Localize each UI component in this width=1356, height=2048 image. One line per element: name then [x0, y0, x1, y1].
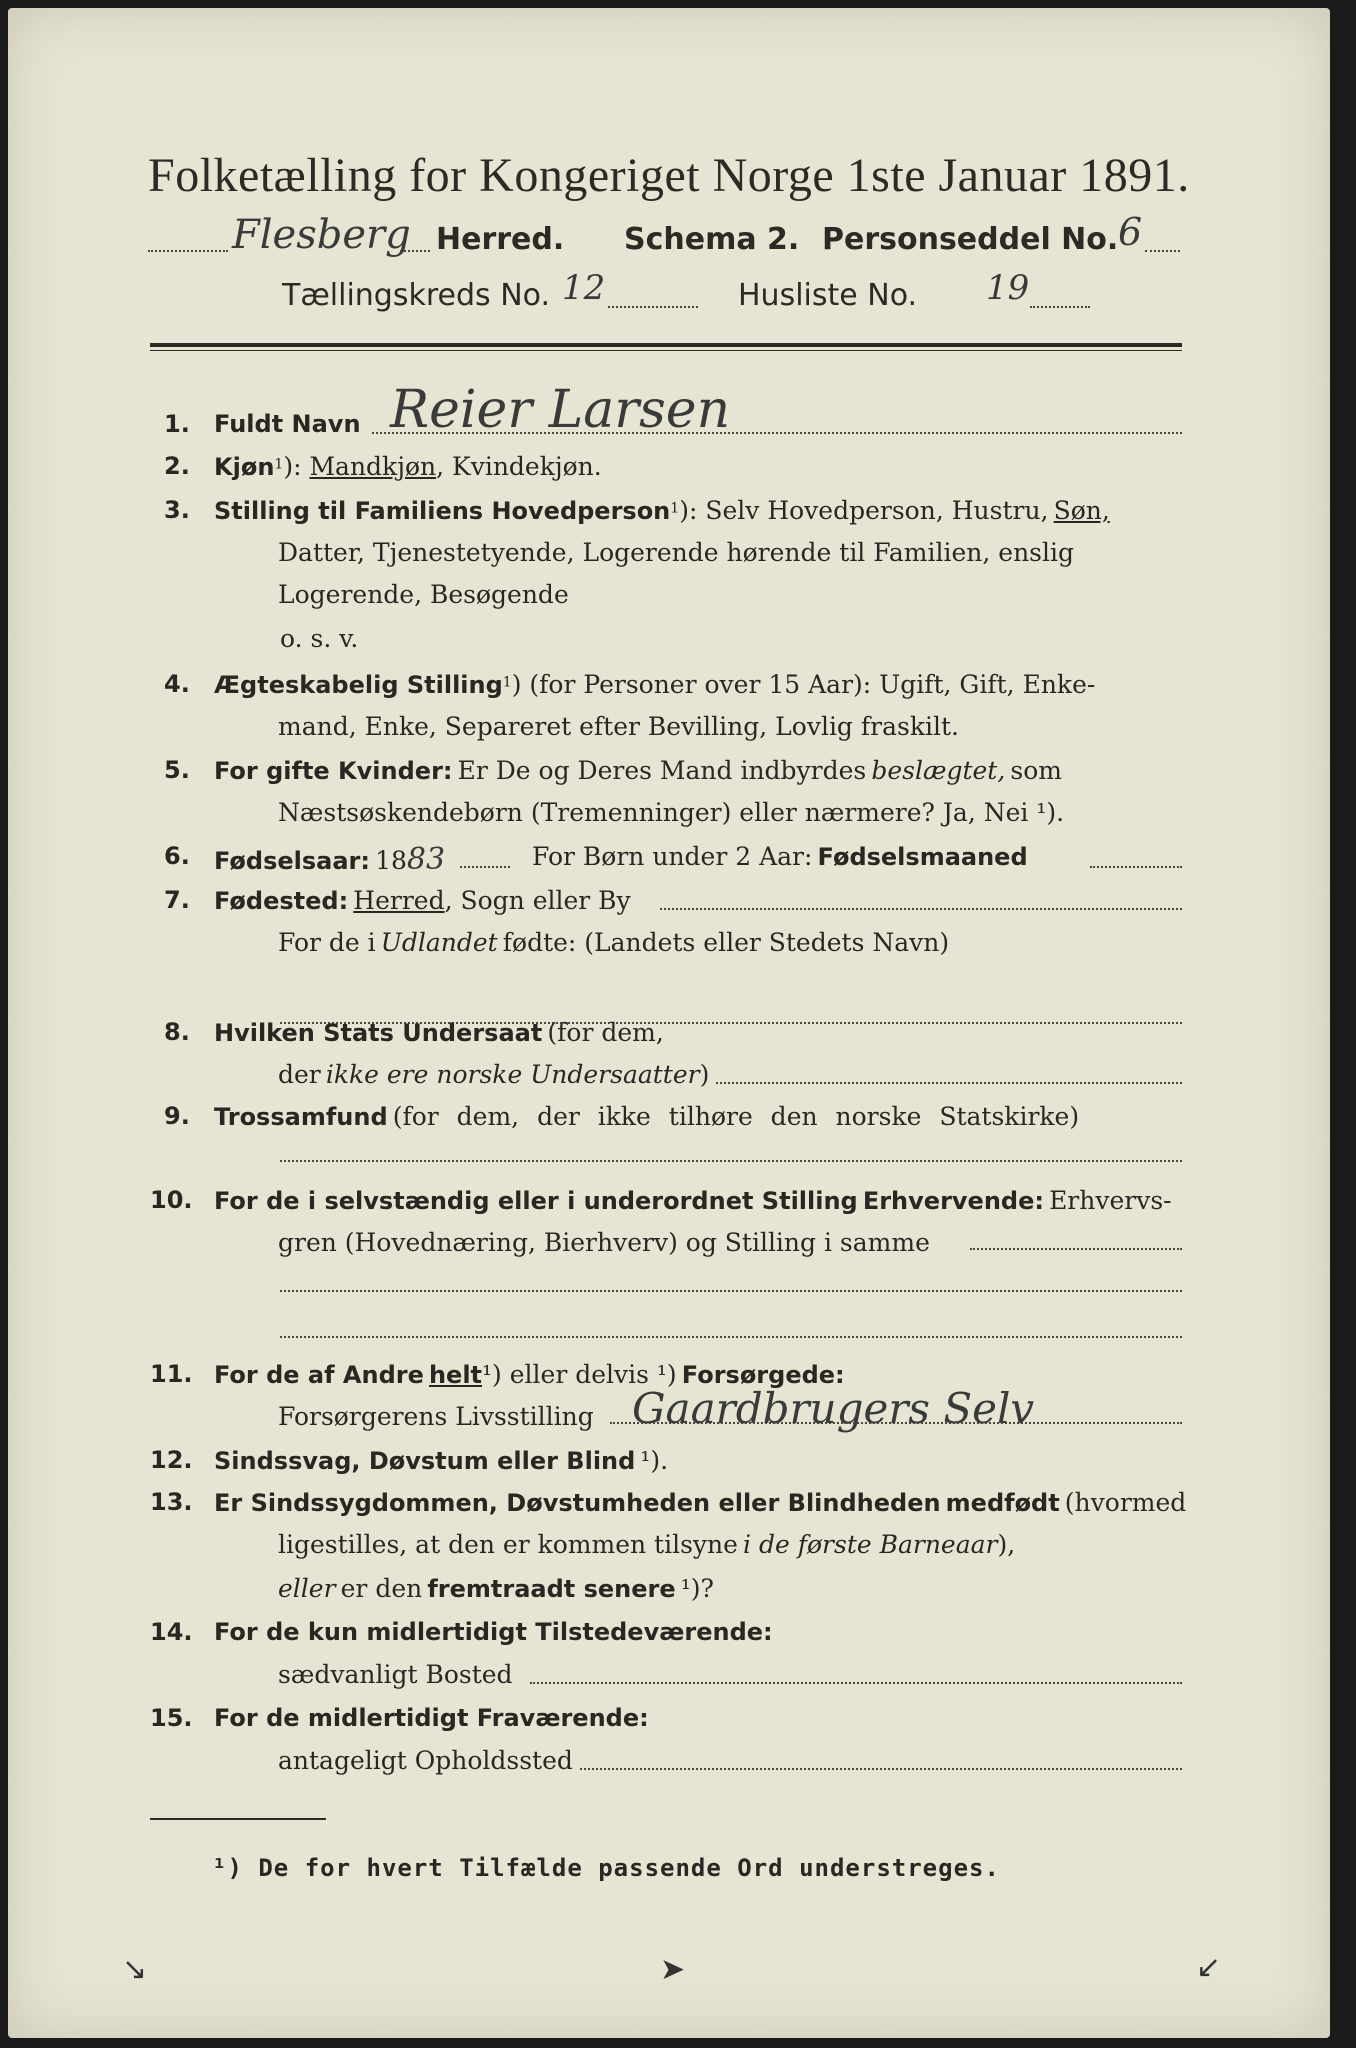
field-number: 2.	[164, 452, 190, 480]
herred-label: Herred.	[436, 222, 565, 257]
trossamfund-row: Trossamfund (for dem, der ikke tilhøre den norske Statskirke)	[214, 1102, 1080, 1131]
field-number: 6.	[164, 842, 190, 870]
field-number: 11.	[150, 1360, 193, 1388]
stilling-line2: Datter, Tjenestetyende, Logerende hørende til Familien, enslig	[278, 538, 1075, 567]
kjon-row: Kjøn$^1$): Mandkjøn, Kvindekjøn.	[214, 452, 602, 481]
dotted-line	[580, 1768, 1182, 1770]
field-number: 10.	[150, 1186, 193, 1214]
forsorgede-row: For de af Andre helt¹) eller delvis ¹) Forsørgede:	[214, 1360, 845, 1389]
dotted-line	[530, 1682, 1182, 1684]
fodselsaar-row: Fødselsaar: 1883	[214, 842, 446, 877]
fodested-row: Fødested: Herred, Sogn eller By	[214, 886, 631, 915]
forsorger-label: Forsørgerens Livsstilling	[278, 1402, 594, 1431]
taellingskreds-value: 12	[562, 268, 606, 308]
undersaat-line2: der ikke ere norske Undersaatter)	[278, 1060, 710, 1089]
dotted-line	[280, 1160, 1182, 1162]
field-number: 8.	[164, 1018, 190, 1046]
aegteskab-row: Ægteskabelig Stilling$^1$) (for Personer over 15 Aar): Ugift, Gift, Enke-	[214, 670, 1096, 699]
stilling-line4: o. s. v.	[280, 624, 359, 653]
dotted-line	[1145, 250, 1180, 252]
field-number: 3.	[164, 496, 190, 524]
field-number: 7.	[164, 886, 190, 914]
footnote-rule	[150, 1818, 326, 1820]
dotted-line	[608, 306, 698, 308]
husliste-value: 19	[986, 268, 1030, 308]
margin-mark-icon: ➤	[660, 1952, 686, 1987]
bosted-label: sædvanligt Bosted	[278, 1660, 513, 1689]
sindssygdom-row: Er Sindssygdommen, Døvstumheden eller Blindheden medfødt (hvormed	[214, 1488, 1187, 1517]
dotted-line	[372, 432, 1182, 434]
personseddel-value: 6	[1118, 210, 1143, 254]
dotted-line	[610, 1422, 1182, 1424]
sindssvag-row: Sindssvag, Døvstum eller Blind ¹).	[214, 1446, 669, 1475]
margin-mark-icon: ↘	[122, 1952, 148, 1987]
footnote: ¹) De for hvert Tilfælde passende Ord understreges.	[212, 1854, 1000, 1882]
erhverv-row: For de i selvstændig eller i underordnet Stilling Erhvervende: Erhvervs-	[214, 1186, 1172, 1215]
fuldt-navn-value: Reier Larsen	[390, 380, 731, 440]
dotted-line	[716, 1082, 1182, 1084]
udlandet-row: For de i Udlandet fødte: (Landets eller Stedets Navn)	[278, 928, 950, 957]
husliste-label: Husliste No.	[738, 278, 918, 313]
dotted-line	[148, 250, 228, 252]
dotted-line	[970, 1248, 1182, 1250]
field-number: 4.	[164, 670, 190, 698]
fuldt-navn-label: Fuldt Navn	[214, 410, 361, 438]
dotted-line	[1030, 306, 1090, 308]
sindssygdom-line2: ligestilles, at den er kommen tilsyne i de første Barneaar),	[278, 1530, 1016, 1559]
stilling-row: Stilling til Familiens Hovedperson$^1$): Selv Hovedperson, Hustru, Søn,	[214, 496, 1110, 525]
fodselsmaaned-row: For Børn under 2 Aar: Fødselsmaaned	[532, 842, 1028, 871]
taellingskreds-label: Tællingskreds No.	[282, 278, 550, 313]
dotted-line	[1090, 866, 1182, 868]
field-number: 9.	[164, 1102, 190, 1130]
tilstede-label: For de kun midlertidigt Tilstedeværende:	[214, 1618, 773, 1646]
undersaat-row: Hvilken Stats Undersaat (for dem,	[214, 1018, 664, 1047]
erhverv-line2: gren (Hovednæring, Bierhverv) og Stilling i samme	[278, 1228, 930, 1257]
field-number: 15.	[150, 1704, 193, 1732]
field-number: 14.	[150, 1618, 193, 1646]
dotted-line	[460, 866, 510, 868]
dotted-line	[400, 250, 430, 252]
gifte-line2: Næstsøskendebørn (Tremenninger) eller nærmere? Ja, Nei ¹).	[278, 798, 1065, 827]
field-number: 12.	[150, 1446, 193, 1474]
herred-value: Flesberg	[232, 212, 411, 258]
field-number: 13.	[150, 1488, 193, 1516]
schema-label: Schema 2.	[624, 222, 800, 257]
header-rule-thin	[150, 350, 1182, 351]
field-number: 1.	[164, 410, 190, 438]
forsorger-value: Gaardbrugers Selv	[632, 1384, 1035, 1433]
header-rule	[150, 343, 1182, 347]
margin-mark-icon: ↙	[1196, 1950, 1222, 1985]
dotted-line	[280, 1336, 1182, 1338]
opholdssted-label: antageligt Opholdssted	[278, 1746, 573, 1775]
aegteskab-line2: mand, Enke, Separeret efter Bevilling, Lovlig fraskilt.	[278, 712, 959, 741]
dotted-line	[660, 908, 1182, 910]
field-number: 5.	[164, 756, 190, 784]
sindssygdom-line3: eller er den fremtraadt senere ¹)?	[278, 1574, 714, 1603]
fravaerende-label: For de midlertidigt Fraværende:	[214, 1704, 649, 1732]
gifte-row: For gifte Kvinder: Er De og Deres Mand indbyrdes beslægtet, som	[214, 756, 1062, 785]
personseddel-label: Personseddel No.	[822, 222, 1119, 257]
stilling-line3: Logerende, Besøgende	[278, 580, 569, 609]
dotted-line	[280, 1290, 1182, 1292]
form-title: Folketælling for Kongeriget Norge 1ste Januar 1891.	[148, 149, 1190, 202]
